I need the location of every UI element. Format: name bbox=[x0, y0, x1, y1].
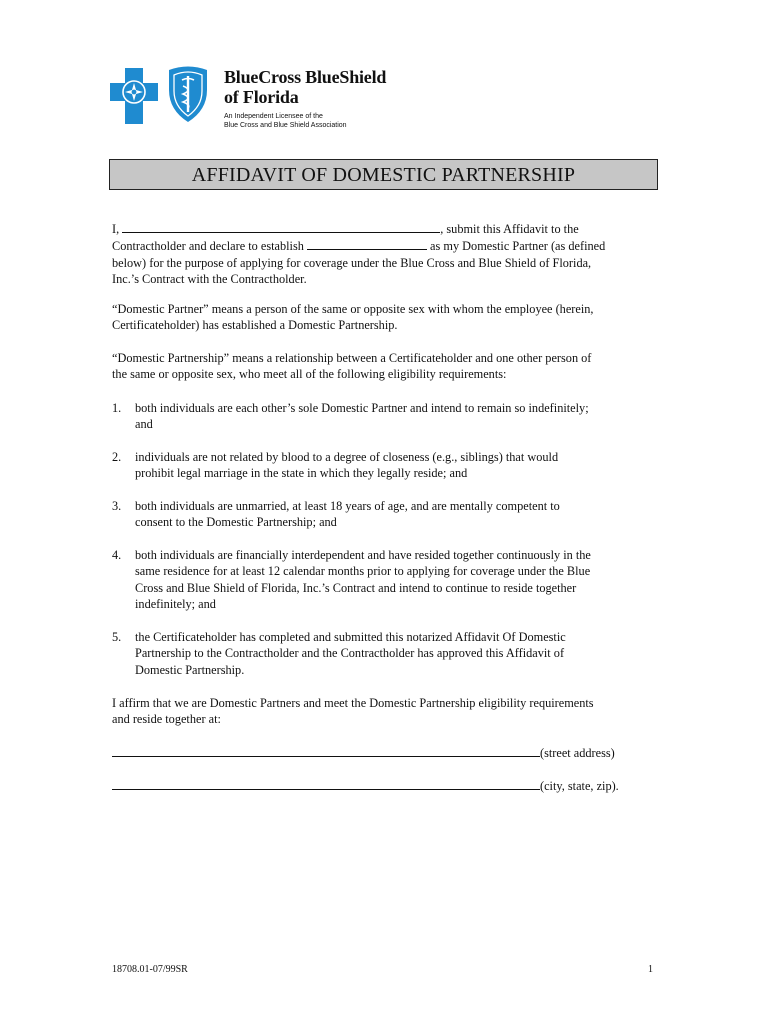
partner-name-blank[interactable] bbox=[307, 237, 427, 250]
street-address-blank[interactable] bbox=[112, 744, 540, 757]
street-address-row bbox=[112, 744, 615, 761]
blue-shield-icon bbox=[166, 66, 210, 124]
definition-text: “Domestic Partnership” means a relationship between a Certificateholder and one other person of bbox=[112, 351, 592, 365]
intro-text: as my Domestic Partner (as defined bbox=[426, 239, 606, 254]
street-address-label: (street address) bbox=[540, 746, 615, 760]
city-state-zip-blank[interactable] bbox=[112, 777, 540, 790]
requirement-text: and bbox=[135, 417, 153, 432]
licensee-line2: Blue Cross and Blue Shield Association bbox=[224, 121, 347, 129]
definition-domestic-partner bbox=[112, 301, 660, 334]
brand-text bbox=[224, 67, 386, 130]
requirement-text: same residence for at least 12 calendar months prior to applying for coverage under the Blue bbox=[135, 564, 591, 579]
bcbs-logo bbox=[110, 66, 410, 132]
city-state-zip-row bbox=[112, 777, 619, 794]
affirmation-paragraph bbox=[112, 695, 660, 728]
form-code: 18708.01-07/99SR bbox=[112, 964, 188, 975]
affirmation-text: and reside together at: bbox=[112, 712, 221, 727]
city-state-zip-label: (city, state, zip). bbox=[540, 779, 619, 793]
requirement-number: 2. bbox=[112, 450, 122, 464]
requirement-text: individuals are not related by blood to a degree of closeness (e.g., siblings) that would bbox=[135, 450, 559, 464]
brand-name-line1: BlueCross BlueShield bbox=[224, 67, 387, 87]
requirement-text: both individuals are unmarried, at least 18 years of age, and are mentally competent to bbox=[135, 499, 560, 513]
document-title: AFFIDAVIT OF DOMESTIC PARTNERSHIP bbox=[191, 164, 576, 186]
intro-text: below) for the purpose of applying for coverage under the Blue Cross and Blue Shield of Florida, bbox=[112, 255, 592, 270]
certificateholder-name-blank[interactable] bbox=[122, 220, 440, 233]
brand-name-line2: of Florida bbox=[224, 87, 299, 107]
requirement-text: indefinitely; and bbox=[135, 597, 216, 612]
intro-text: Inc.’s Contract with the Contractholder. bbox=[112, 272, 307, 287]
requirement-text: consent to the Domestic Partnership; and bbox=[135, 515, 337, 530]
intro-text: I, bbox=[112, 222, 123, 236]
definition-domestic-partnership bbox=[112, 350, 660, 383]
intro-text: , submit this Affidavit to the bbox=[440, 222, 579, 236]
requirement-text: Cross and Blue Shield of Florida, Inc.’s Contract and intend to continue to reside together bbox=[135, 580, 577, 595]
page-number: 1 bbox=[648, 964, 653, 975]
definition-text: the same or opposite sex, who meet all of the following eligibility requirements: bbox=[112, 367, 507, 382]
requirement-text: both individuals are financially interdependent and have resided together continuously in the bbox=[135, 548, 591, 562]
requirement-number: 4. bbox=[112, 548, 122, 562]
requirement-text: Partnership to the Contractholder and the Contractholder has approved this Affidavit of bbox=[135, 646, 565, 661]
requirement-text: the Certificateholder has completed and submitted this notarized Affidavit Of Domestic bbox=[135, 630, 566, 644]
affirmation-text: I affirm that we are Domestic Partners and meet the Domestic Partnership eligibility requirements bbox=[112, 696, 594, 710]
requirement-number: 5. bbox=[112, 630, 122, 644]
intro-text: Contractholder and declare to establish bbox=[112, 239, 307, 254]
requirement-text: prohibit legal marriage in the state in which they legally reside; and bbox=[135, 466, 468, 481]
requirement-number: 1. bbox=[112, 401, 122, 415]
definition-text: “Domestic Partner” means a person of the same or opposite sex with whom the employee (herein, bbox=[112, 302, 594, 316]
intro-paragraph bbox=[112, 220, 660, 288]
blue-cross-icon bbox=[110, 68, 158, 124]
title-box bbox=[109, 159, 658, 190]
requirement-text: Domestic Partnership. bbox=[135, 662, 245, 677]
requirement-text: both individuals are each other’s sole Domestic Partner and intend to remain so indefinitely; bbox=[135, 401, 589, 415]
definition-text: Certificateholder) has established a Domestic Partnership. bbox=[112, 318, 398, 333]
requirement-number: 3. bbox=[112, 499, 122, 513]
licensee-line1: An Independent Licensee of the bbox=[224, 113, 323, 120]
